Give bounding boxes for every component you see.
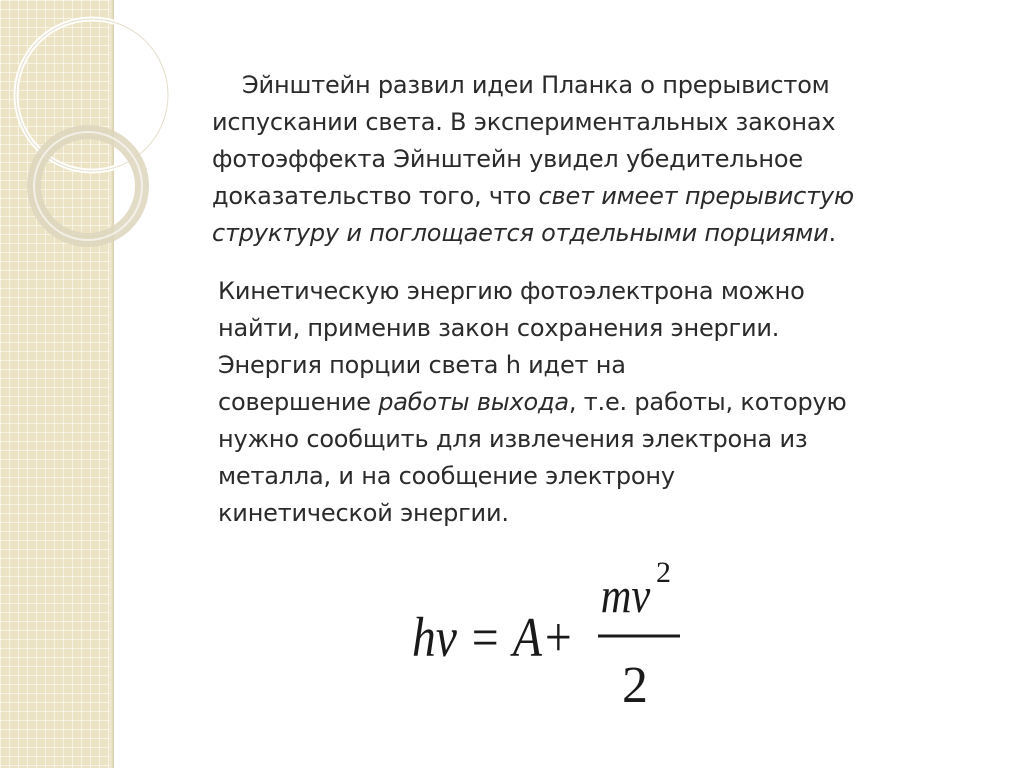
text: Эйнштейн развил идеи Планка о прерывистом — [242, 71, 830, 99]
italic-text: структуру и поглощается отдельными порциями — [212, 219, 829, 247]
paragraph2-line7: кинетической энергии. — [218, 499, 509, 527]
text: . — [828, 219, 836, 247]
paragraph1-line2: испускании света. В экспериментальных законах — [212, 108, 836, 136]
paragraph-kinetic-energy — [218, 273, 998, 532]
text: , т.е. работы, которую — [568, 388, 847, 416]
paragraph1-line5 — [212, 215, 1002, 252]
formula-exponent: 2 — [656, 560, 671, 589]
formula-numerator: mv — [600, 568, 651, 624]
paragraph2-line1: Кинетическую энергию фотоэлектрона можно — [218, 277, 805, 305]
formula-lhs: hν = A+ — [412, 607, 575, 669]
paragraph2-line5: нужно сообщить для извлечения электрона из — [218, 425, 808, 453]
paragraph1-line4 — [212, 178, 1002, 215]
text: доказательство того, что — [212, 182, 539, 210]
paragraph2-line4 — [218, 384, 998, 421]
paragraph1-line3: фотоэффекта Эйнштейн увидел убедительное — [212, 145, 803, 173]
italic-text: работы выхода — [378, 388, 569, 416]
paragraph2-line2: найти, применив закон сохранения энергии. — [218, 314, 780, 342]
paragraph2-line3: Энергия порции света h идет на — [218, 351, 626, 379]
formula-denominator: 2 — [622, 657, 648, 714]
text: совершение — [218, 388, 379, 416]
paragraph1-line1 — [212, 67, 1002, 104]
italic-text: свет имеет прерывистую — [538, 182, 854, 210]
formula-photoeffect — [412, 560, 692, 720]
paragraph-einstein — [212, 67, 1002, 252]
paragraph2-line6: металла, и на сообщение электрону — [218, 462, 675, 490]
